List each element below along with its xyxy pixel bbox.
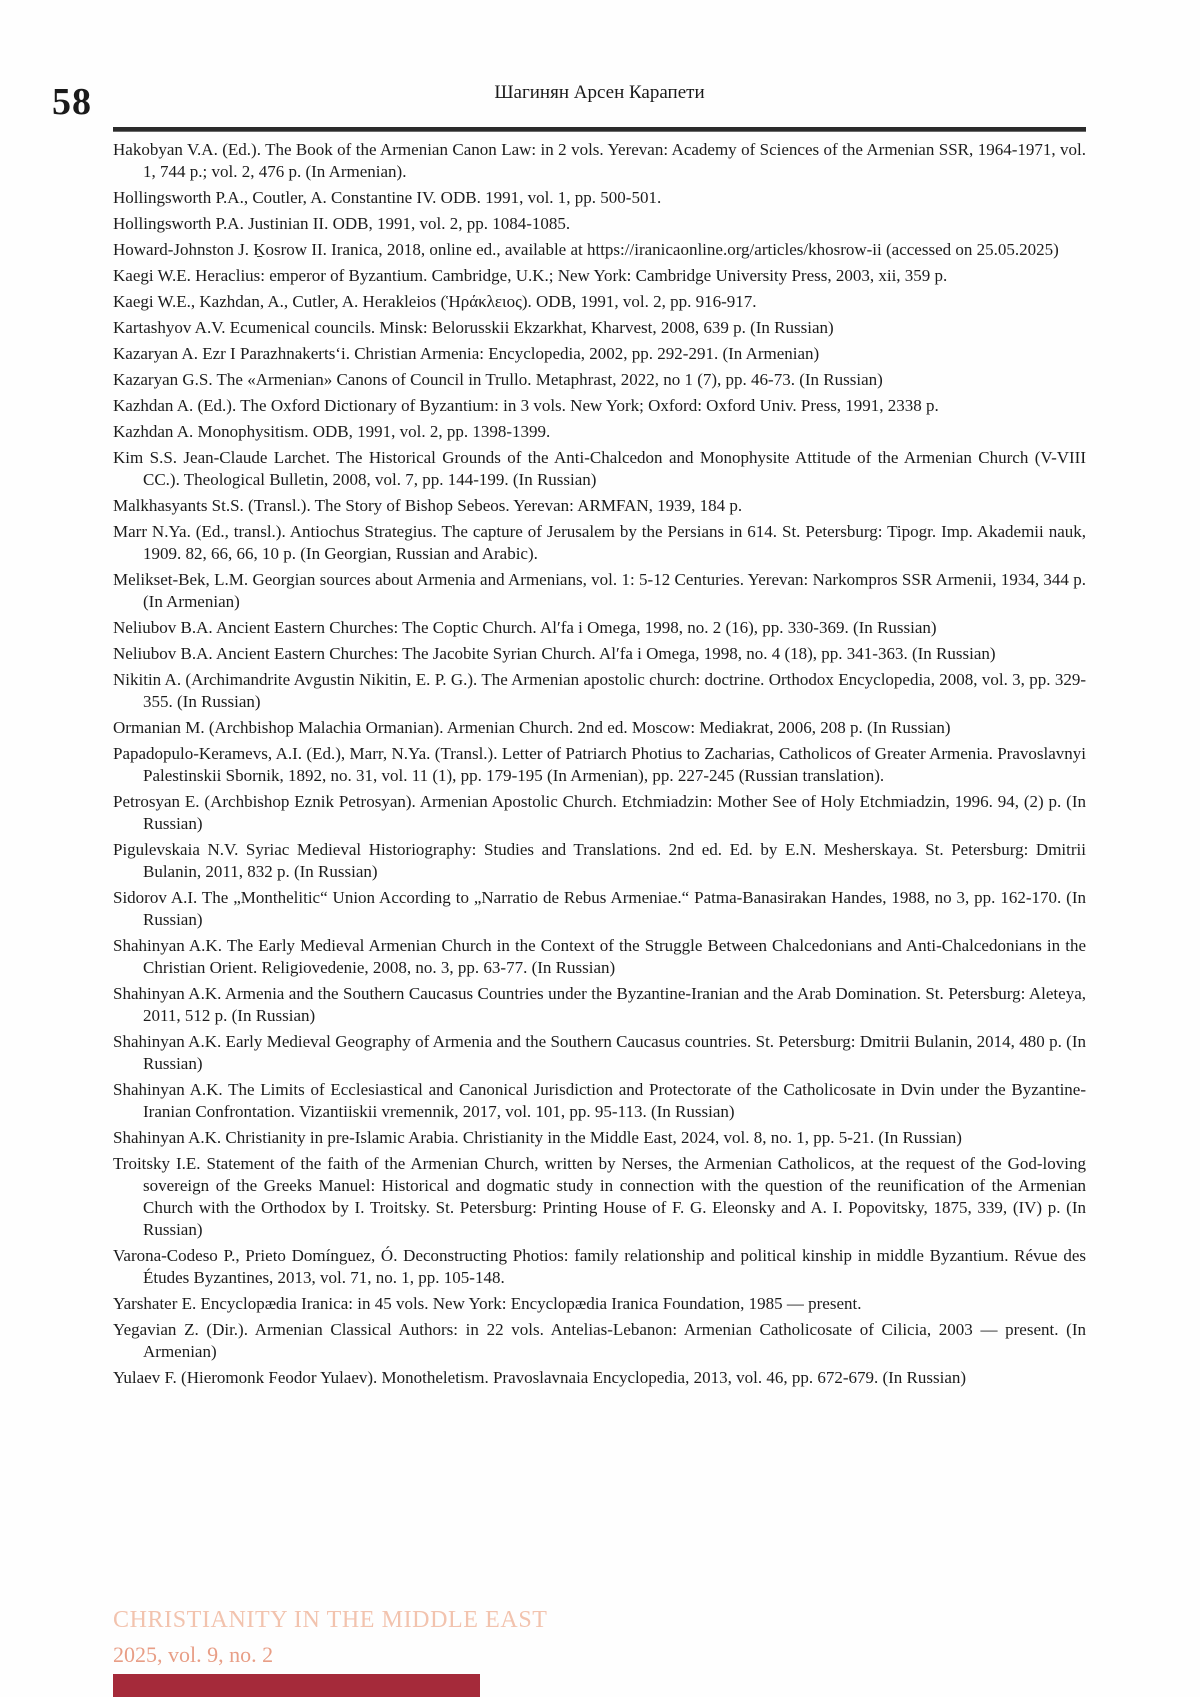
reference-entry: Shahinyan A.K. The Early Medieval Armenian Church in the Context of the Struggle Between Chalcedonians and Anti-Chalcedonians in the Christian Orient. Religiovedenie, 2008, no. 3, pp. 63-77. (In Russian): [113, 936, 1086, 977]
reference-entry: Kaegi W.E. Heraclius: emperor of Byzantium. Cambridge, U.K.; New York: Cambridge University Press, 2003, xii, 359 p.: [113, 266, 948, 285]
reference-entry: Pigulevskaia N.V. Syriac Medieval Historiography: Studies and Translations. 2nd ed. Ed. by E.N. Mesherskaya. St. Petersburg: Dmitrii Bulanin, 2011, 832 p. (In Russian): [113, 840, 1086, 881]
reference-entry: Sidorov A.I. The „Monthelitic“ Union According to „Narratio de Rebus Armeniae.“ Patma-Banasirakan Handes, 1988, no 3, pp. 162-170. (In Russian): [113, 888, 1086, 929]
reference-entry: Kazaryan A. Ezr I Parazhnakertsʻi. Christian Armenia: Encyclopedia, 2002, pp. 292-291. (In Armenian): [113, 344, 820, 363]
reference-entry: Troitsky I.E. Statement of the faith of the Armenian Church, written by Nerses, the Armenian Catholicos, at the request of the God-loving sovereign of the Greeks Manuel: Historical and dogmatic study in connection with the question of the reunification of the Armenian Church with the Orthodox by I. Troitsky. St. Petersburg: Printing House of F. G. Eleonsky and A. I. Popovitsky, 1875, 339, (IV) p. (In Russian): [113, 1154, 1086, 1239]
reference-entry: Hakobyan V.A. (Ed.). The Book of the Armenian Canon Law: in 2 vols. Yerevan: Academy of Sciences of the Armenian SSR, 1964-1971, vol. 1, 744 p.; vol. 2, 476 p. (In Armenian).: [113, 140, 1086, 181]
reference-entry: Hollingsworth P.A., Coutler, A. Constantine IV. ODB. 1991, vol. 1, pp. 500-501.: [113, 188, 662, 207]
reference-entry: Shahinyan A.K. Christianity in pre-Islamic Arabia. Christianity in the Middle East, 2024, vol. 8, no. 1, pp. 5-21. (In Russian): [113, 1128, 962, 1147]
reference-entry: Kazhdan A. Monophysitism. ODB, 1991, vol. 2, pp. 1398-1399.: [113, 422, 551, 441]
reference-entry: Yegavian Z. (Dir.). Armenian Classical Authors: in 22 vols. Antelias-Lebanon: Armenian Catholicosate of Cilicia, 2003 — present. (In Armenian): [113, 1320, 1086, 1361]
reference-entry: Varona-Codeso P., Prieto Domínguez, Ó. Deconstructing Photios: family relationship and political kinship in middle Byzantium. Révue des Études Byzantines, 2013, vol. 71, no. 1, pp. 105-148.: [113, 1246, 1086, 1287]
reference-entry: Yulaev F. (Hieromonk Feodor Yulaev). Monotheletism. Pravoslavnaia Encyclopedia, 2013, vol. 46, pp. 672-679. (In Russian): [113, 1368, 967, 1387]
page-number: 58: [52, 81, 92, 123]
reference-entry: Kazhdan A. (Ed.). The Oxford Dictionary of Byzantium: in 3 vols. New York; Oxford: Oxford Univ. Press, 1991, 2338 p.: [113, 396, 939, 415]
reference-entry: Ormanian M. (Archbishop Malachia Ormanian). Armenian Church. 2nd ed. Moscow: Mediakrat, 2006, 208 p. (In Russian): [113, 718, 951, 737]
running-head: Шагинян Арсен Карапети: [494, 82, 705, 103]
reference-entry: Shahinyan A.K. Early Medieval Geography of Armenia and the Southern Caucasus countries. St. Petersburg: Dmitrii Bulanin, 2014, 480 p. (In Russian): [113, 1032, 1086, 1073]
footer-issue-line: 2025, vol. 9, no. 2: [113, 1642, 274, 1667]
reference-entry: Shahinyan A.K. The Limits of Ecclesiastical and Canonical Jurisdiction and Protectorate of the Catholicosate in Dvin under the Byzantine-Iranian Confrontation. Vizantiiskii vremennik, 2017, vol. 101, pp. 95-113. (In Russian): [113, 1080, 1086, 1121]
reference-entry: Hollingsworth P.A. Justinian II. ODB, 1991, vol. 2, pp. 1084-1085.: [113, 214, 571, 233]
footer-journal-title: CHRISTIANITY IN THE MIDDLE EAST: [113, 1607, 548, 1633]
reference-entry: Kazaryan G.S. The «Armenian» Canons of Council in Trullo. Metaphrast, 2022, no 1 (7), pp. 46-73. (In Russian): [113, 370, 883, 389]
footer-accent-bar: [113, 1674, 480, 1697]
reference-entry: Yarshater E. Encyclopædia Iranica: in 45 vols. New York: Encyclopædia Iranica Foundation, 1985 — present.: [113, 1294, 862, 1313]
reference-entry: Neliubov B.A. Ancient Eastern Churches: The Jacobite Syrian Church. Alʹfa i Omega, 1998, no. 4 (18), pp. 341-363. (In Russian): [113, 644, 996, 663]
reference-entry: Malkhasyants St.S. (Transl.). The Story of Bishop Sebeos. Yerevan: ARMFAN, 1939, 184 p.: [113, 496, 743, 515]
reference-entry: Melikset-Bek, L.M. Georgian sources about Armenia and Armenians, vol. 1: 5-12 Centuries. Yerevan: Narkompros SSR Armenii, 1934, 344 p. (In Armenian): [113, 570, 1086, 611]
references-list: [113, 139, 1086, 1393]
reference-entry: Neliubov B.A. Ancient Eastern Churches: The Coptic Church. Alʹfa i Omega, 1998, no. 2 (16), pp. 330-369. (In Russian): [113, 618, 937, 637]
reference-entry: Nikitin A. (Archimandrite Avgustin Nikitin, E. P. G.). The Armenian apostolic church: doctrine. Orthodox Encyclopedia, 2008, vol. 3, pp. 329-355. (In Russian): [113, 670, 1086, 711]
reference-entry: Shahinyan A.K. Armenia and the Southern Caucasus Countries under the Byzantine-Iranian and the Arab Domination. St. Petersburg: Aleteya, 2011, 512 p. (In Russian): [113, 984, 1086, 1025]
reference-entry: Kartashyov A.V. Ecumenical councils. Minsk: Belorusskii Ekzarkhat, Kharvest, 2008, 639 p. (In Russian): [113, 318, 834, 337]
reference-entry: Marr N.Ya. (Ed., transl.). Antiochus Strategius. The capture of Jerusalem by the Persians in 614. St. Petersburg: Tipogr. Imp. Akademii nauk, 1909. 82, 66, 66, 10 p. (In Georgian, Russian and Arabic).: [113, 522, 1086, 563]
reference-entry: Papadopulo-Keramevs, A.I. (Ed.), Marr, N.Ya. (Transl.). Letter of Patriarch Photius to Zacharias, Catholicos of Greater Armenia. Pravoslavnyi Palestinskii Sbornik, 1892, no. 31, vol. 11 (1), pp. 179-195 (In Armenian), pp. 227-245 (Russian translation).: [113, 744, 1086, 785]
reference-entry: Petrosyan E. (Archbishop Eznik Petrosyan). Armenian Apostolic Church. Etchmiadzin: Mother See of Holy Etchmiadzin, 1996. 94, (2) p. (In Russian): [113, 792, 1086, 833]
reference-entry: Howard-Johnston J. Ḵosrow II. Iranica, 2018, online ed., available at https://iranicaonline.org/articles/khosrow-ii (accessed on 25.05.2025): [113, 240, 1059, 259]
page-footer: [113, 1606, 1086, 1668]
reference-entry: Kim S.S. Jean-Claude Larchet. The Historical Grounds of the Anti-Chalcedon and Monophysite Attitude of the Armenian Church (V-VIII CC.). Theological Bulletin, 2008, vol. 7, pp. 144-199. (In Russian): [113, 448, 1086, 489]
header-rule: [113, 127, 1086, 132]
reference-entry: Kaegi W.E., Kazhdan, A., Cutler, A. Herakleios (Ἡράκλειος). ODB, 1991, vol. 2, pp. 916-917.: [113, 292, 757, 311]
